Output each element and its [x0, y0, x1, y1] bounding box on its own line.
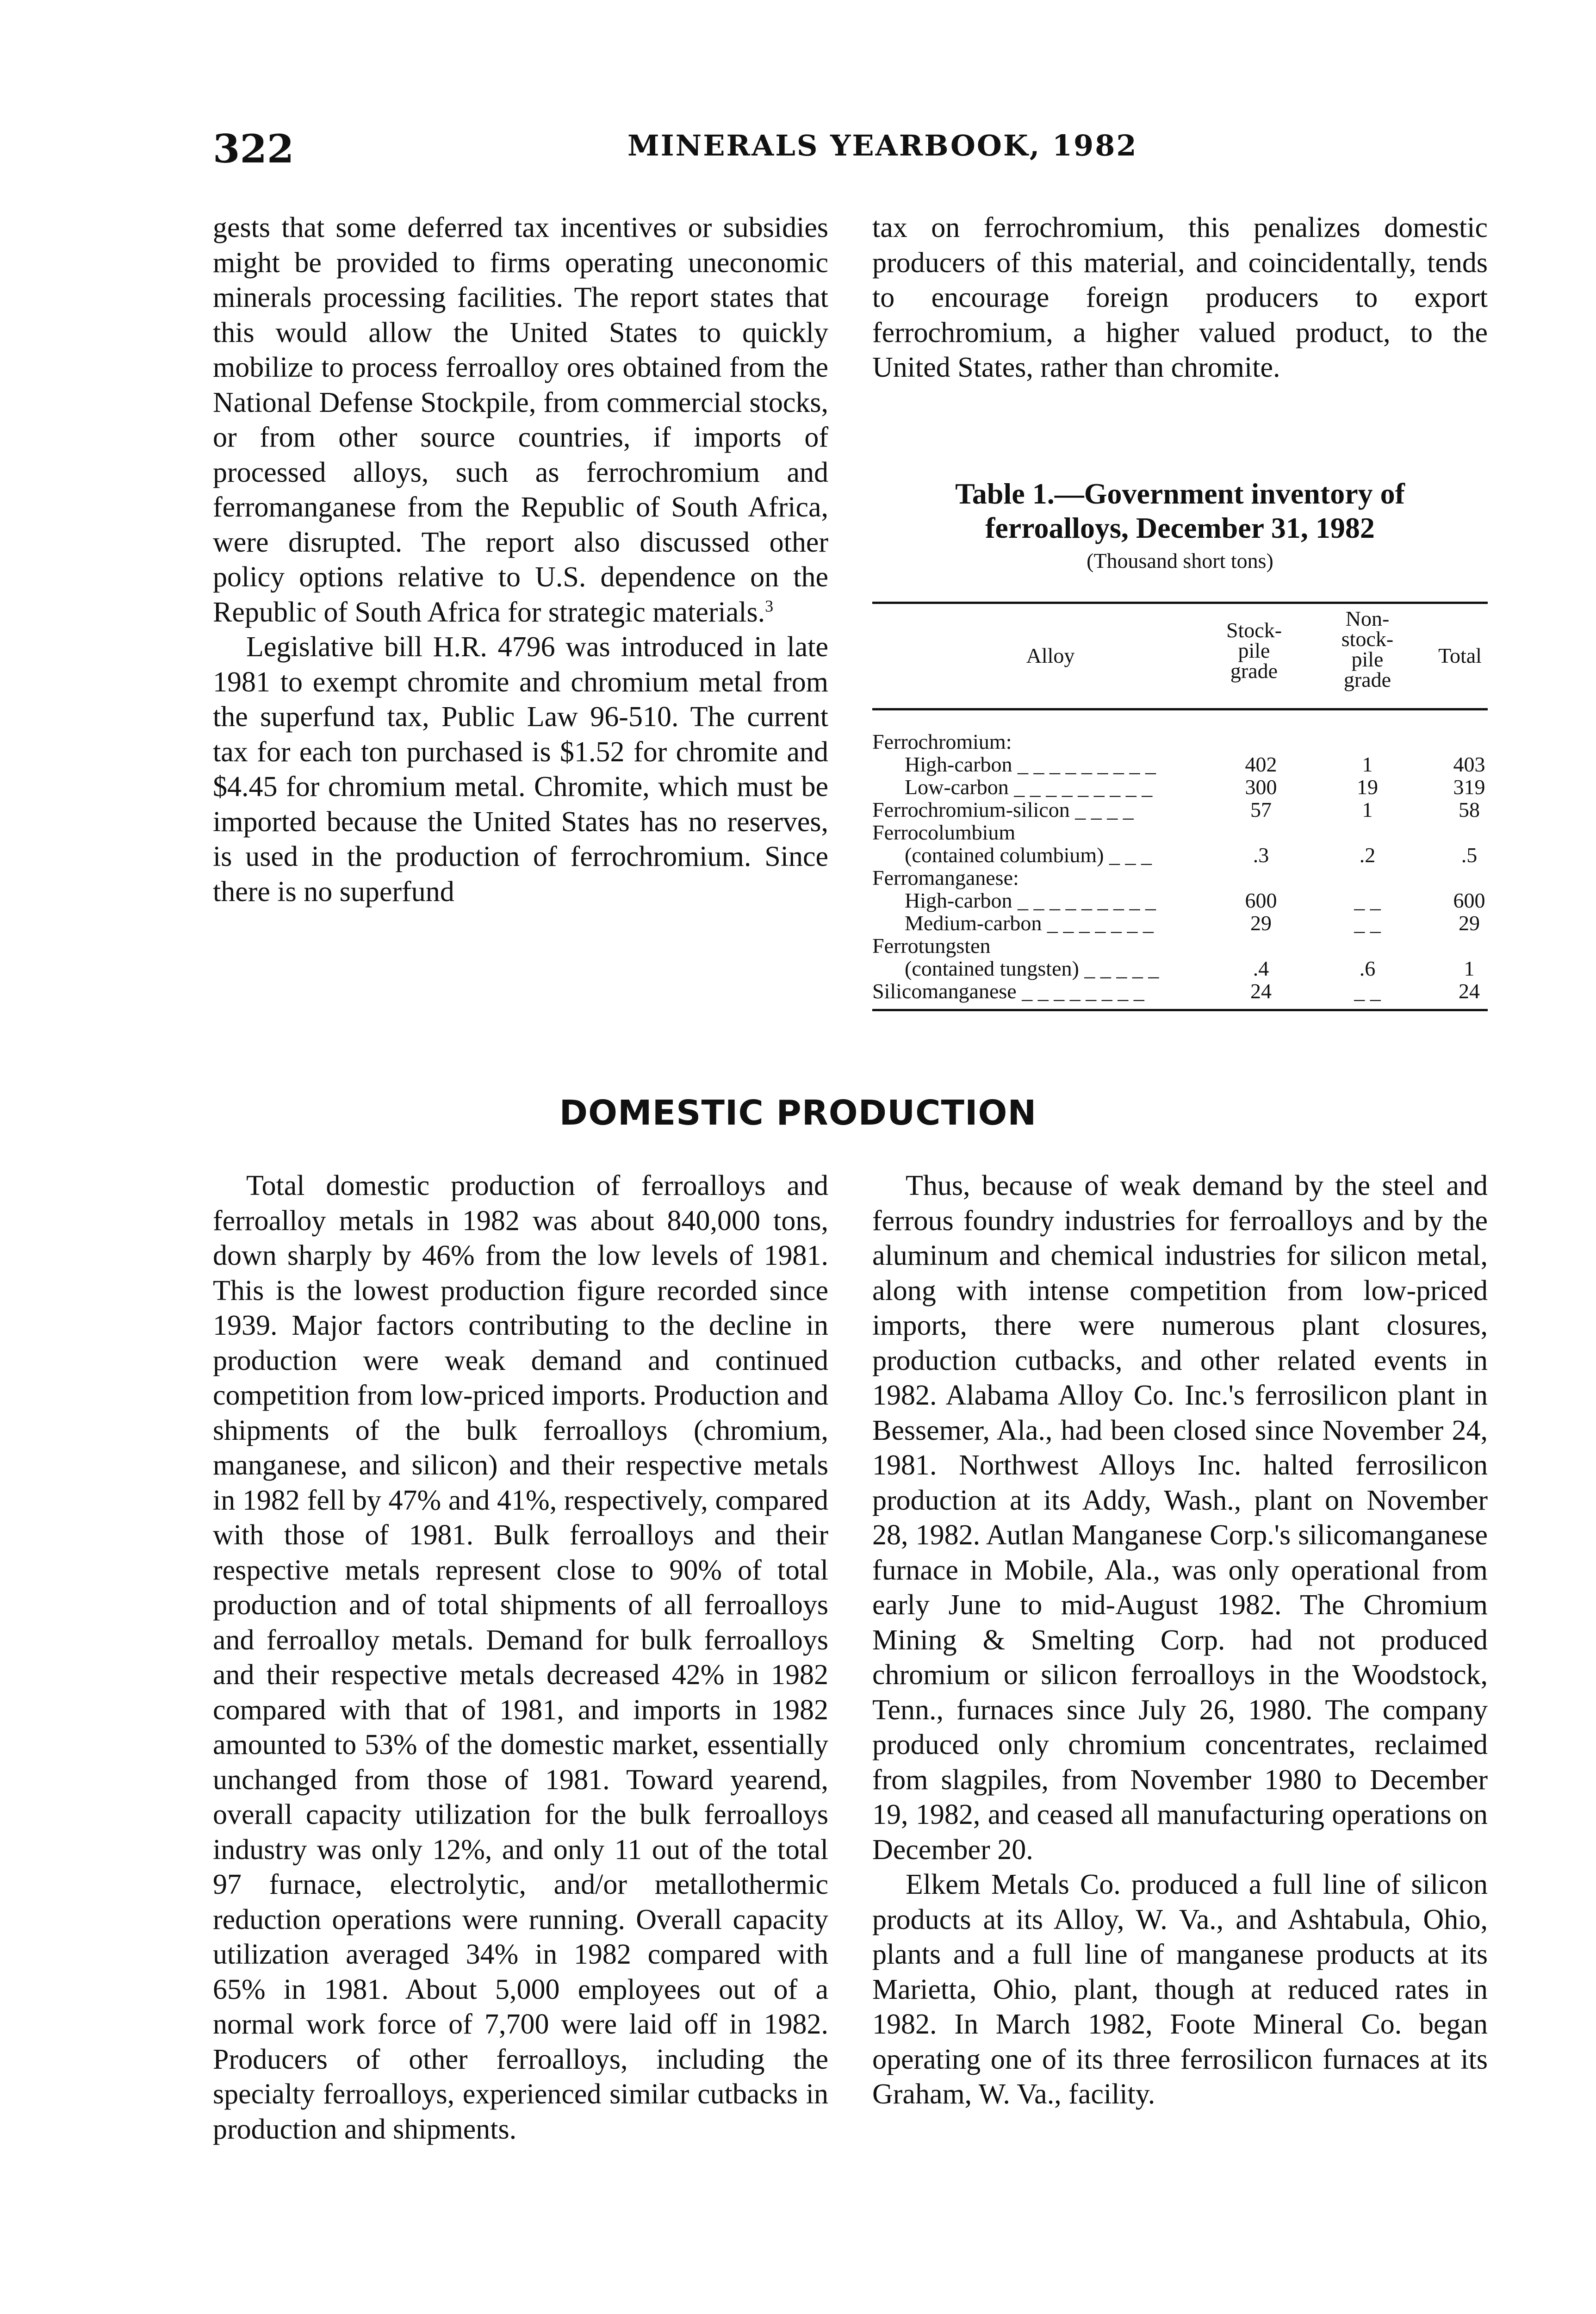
top-left-column — [213, 211, 828, 909]
row-label: Ferrocolumbium — [872, 821, 1016, 844]
row-label: Ferromanganese: — [872, 866, 1019, 890]
table-row — [872, 821, 1488, 844]
cell-stockpile: 57 — [1250, 798, 1272, 821]
table-bottom-rule — [872, 1009, 1488, 1011]
column-header-stockpile — [1208, 620, 1300, 681]
table-row — [872, 844, 1488, 866]
cell-stockpile: 24 — [1250, 979, 1272, 1003]
cell-total: .5 — [1461, 843, 1478, 867]
table-row — [872, 980, 1488, 1002]
row-label: Ferrochromium-silicon _ _ _ _ — [872, 798, 1134, 821]
paragraph-text: gests that some deferred tax incentives or subsidies might be provided to firms operating uneconomic minerals processing facilities. The report states that this would allow the United States to quickly mobilize to process ferroalloy ores obtained from the National Defense Stockpile, from commercial stocks, or from other source countries, if imports of processed alloys, such as ferrochromium and ferromanganese from the Republic of South Africa, were disrupted. The report also discussed other policy options relative to U.S. dependence on the Republic of South Africa for strategic materials. — [213, 212, 828, 628]
cell-nonstockpile: .6 — [1359, 957, 1376, 980]
table-top-rule — [872, 602, 1488, 604]
table-title-line: Table 1.—Government inventory of — [955, 477, 1405, 510]
cell-nonstockpile: 1 — [1362, 753, 1373, 776]
cell-nonstockpile: 19 — [1357, 775, 1378, 799]
cell-total: 403 — [1453, 753, 1485, 776]
cell-stockpile: 402 — [1245, 753, 1277, 776]
cell-nonstockpile: _ _ — [1354, 889, 1381, 912]
cell-nonstockpile: _ _ — [1354, 979, 1381, 1003]
table-row — [872, 776, 1488, 798]
header-line: grade — [1230, 659, 1278, 683]
row-label: (contained columbium) _ _ _ — [905, 843, 1152, 867]
cell-total: 29 — [1459, 911, 1480, 935]
header-line: stock- — [1341, 627, 1394, 651]
table-row — [872, 730, 1488, 753]
row-label: High-carbon _ _ _ _ _ _ _ _ _ — [905, 889, 1156, 912]
cell-nonstockpile: .2 — [1359, 843, 1376, 867]
paragraph — [213, 211, 828, 630]
column-header-nonstockpile — [1319, 609, 1416, 690]
page-number: 322 — [213, 126, 294, 172]
cell-total: 1 — [1464, 957, 1475, 980]
header-line: Non- — [1345, 607, 1390, 630]
table-header-rule — [872, 708, 1488, 710]
row-label: Silicomanganese _ _ _ _ _ _ _ _ — [872, 979, 1144, 1003]
header-line: grade — [1343, 668, 1391, 691]
cell-stockpile: 29 — [1250, 911, 1272, 935]
row-label: Ferrochromium: — [872, 730, 1012, 753]
row-label: Low-carbon _ _ _ _ _ _ _ _ _ — [905, 775, 1153, 799]
table-row — [872, 889, 1488, 912]
row-label: Medium-carbon _ _ _ _ _ _ _ — [905, 911, 1154, 935]
table-row — [872, 798, 1488, 821]
cell-nonstockpile: _ _ — [1354, 911, 1381, 935]
paragraph: Thus, because of weak demand by the steel and ferrous foundry industries for ferroalloys and by the aluminum and chemical industries for silicon metal, along with intense competition from low-priced imports, there were numerous plant closures, production cutbacks, and other related events in 1982. Alabama Alloy Co. Inc.'s ferrosilicon plant in Bessemer, Ala., had been closed since November 24, 1981. Northwest Alloys Inc. halted ferrosilicon production at its Addy, Wash., plant on November 28, 1982. Autlan Manganese Corp.'s silicomanganese furnace in Mobile, Ala., was only operational from early June to mid-August 1982. The Chromium Mining & Smelting Corp. had not produced chromium or silicon ferroalloys in the Woodstock, Tenn., furnaces since July 26, 1980. The company produced only chromium concentrates, reclaimed from slagpiles, from November 1980 to December 19, 1982, and ceased all manufacturing operations on December 20. — [872, 1170, 1488, 1866]
header-line: pile — [1238, 639, 1270, 662]
table-body — [872, 730, 1488, 1002]
table-unit: (Thousand short tons) — [1087, 549, 1273, 572]
cell-total: 319 — [1453, 775, 1485, 799]
column-header-alloy: Alloy — [1026, 644, 1075, 667]
row-label: (contained tungsten) _ _ _ _ _ — [905, 957, 1159, 980]
table-title-line: ferroalloys, December 31, 1982 — [985, 511, 1375, 544]
header-line: pile — [1351, 647, 1384, 671]
section-heading: DOMESTIC PRODUCTION — [559, 1093, 1037, 1133]
table-row — [872, 934, 1488, 957]
row-label: High-carbon _ _ _ _ _ _ _ _ _ — [905, 753, 1156, 776]
cell-total: 58 — [1459, 798, 1480, 821]
table-row — [872, 957, 1488, 980]
table-row — [872, 753, 1488, 776]
cell-stockpile: .4 — [1253, 957, 1269, 980]
paragraph: Total domestic production of ferroalloys and ferroalloy metals in 1982 was about 840,000 tons, down sharply by 46% from the low levels of 1981. This is the lowest production figure recorded since 1939. Major factors contributing to the decline in production were weak demand and continued competition from low-priced imports. Production and shipments of the bulk ferroalloys (chromium, manganese, and silicon) and their respective metals in 1982 fell by 47% and 41%, respectively, compared with those of 1981. Bulk ferroalloys and their respective metals represent close to 90% of total production and of total shipments of all ferroalloys and ferroalloy metals. Demand for bulk ferroalloys and their respective metals decreased 42% in 1982 compared with that of 1981, and imports in 1982 amounted to 53% of the domestic market, essentially unchanged from those of 1981. Toward yearend, overall capacity utilization for the bulk ferroalloys industry was only 12%, and only 11 out of the total 97 furnace, electrolytic, and/or metallothermic reduction operations were running. Overall capacity utilization averaged 34% in 1982 compared with 65% in 1981. About 5,000 employees out of a normal work force of 7,700 were laid off in 1982. Producers of other ferroalloys, including the specialty ferroalloys, experienced similar cutbacks in production and shipments. — [213, 1170, 828, 2145]
header-line: Stock- — [1226, 618, 1282, 642]
cell-stockpile: .3 — [1253, 843, 1269, 867]
cell-stockpile: 600 — [1245, 889, 1277, 912]
column-header-total: Total — [1438, 644, 1482, 667]
footnote-ref: 3 — [765, 596, 774, 615]
paragraph: Legislative bill H.R. 4796 was introduced in late 1981 to exempt chromite and chromium metal from the superfund tax, Public Law 96-510. The current tax for each ton purchased is $1.52 for chromite and $4.45 for chromium metal. Chromite, which must be imported because the United States has no reserves, is used in the production of ferrochromium. Since there is no superfund — [213, 631, 828, 908]
top-right-column — [872, 211, 1488, 386]
table-row — [872, 912, 1488, 934]
paragraph: Elkem Metals Co. produced a full line of silicon products at its Alloy, W. Va., and Ashtabula, Ohio, plants and a full line of manganese products at its Marietta, Ohio, plant, though at reduced rates in 1982. In March 1982, Foote Mineral Co. began operating one of its three ferrosilicon furnaces at its Graham, W. Va., facility. — [872, 1869, 1488, 2110]
cell-total: 24 — [1459, 979, 1480, 1003]
cell-total: 600 — [1453, 889, 1485, 912]
row-label: Ferrotungsten — [872, 934, 991, 958]
table-row — [872, 866, 1488, 889]
bottom-right-column — [872, 1169, 1488, 2112]
cell-nonstockpile: 1 — [1362, 798, 1373, 821]
table-title — [872, 477, 1488, 545]
cell-stockpile: 300 — [1245, 775, 1277, 799]
paragraph: tax on ferrochromium, this penalizes domestic producers of this material, and coincidentally, tends to encourage foreign producers to export ferrochromium, a higher valued product, to the United States, rather than chromite. — [872, 212, 1488, 383]
running-title: MINERALS YEARBOOK, 1982 — [627, 129, 1138, 162]
bottom-left-column — [213, 1169, 828, 2147]
